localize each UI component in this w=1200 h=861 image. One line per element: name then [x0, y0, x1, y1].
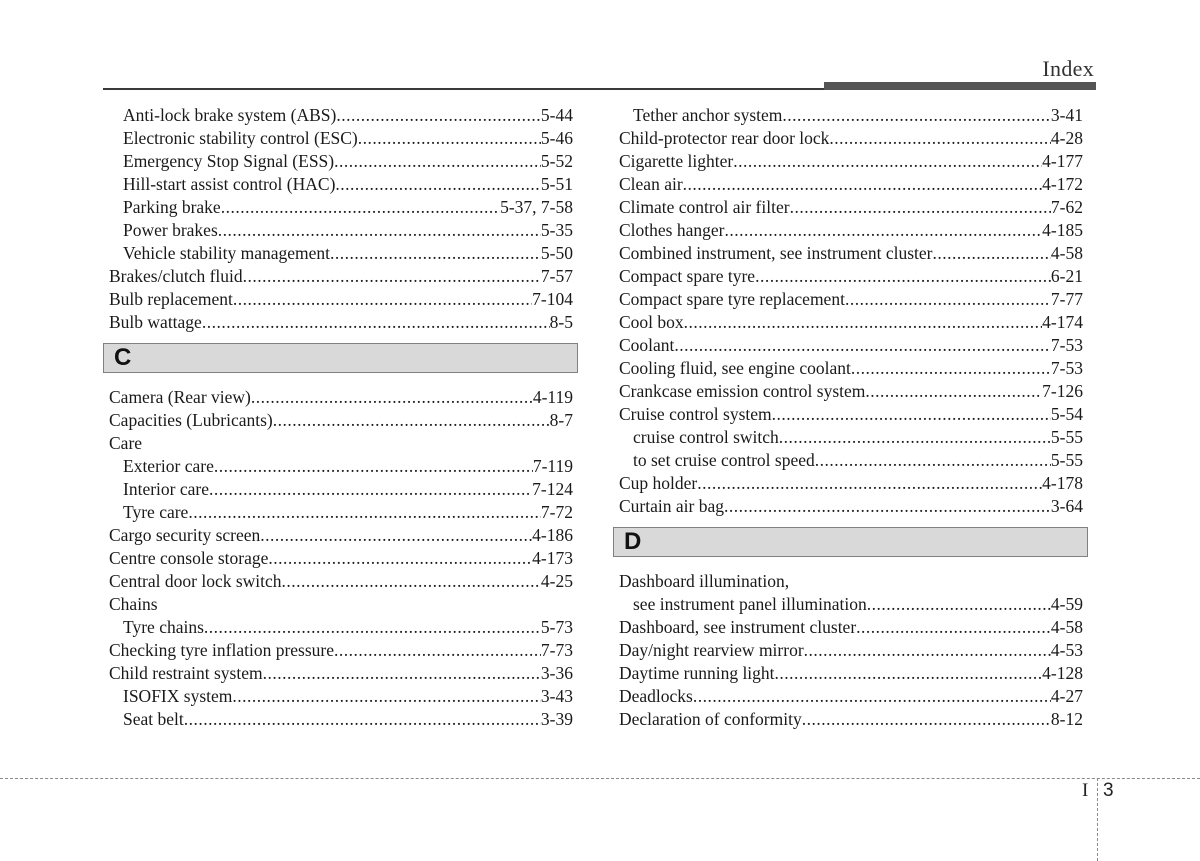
entry-page-ref: 5-55	[1050, 450, 1083, 470]
entry-label: Power brakes	[123, 220, 218, 240]
entry-label: Hill-start assist control (HAC)	[123, 174, 336, 194]
index-entry	[109, 409, 573, 432]
entry-label: Brakes/clutch fluid	[109, 266, 243, 286]
index-entry	[619, 334, 1083, 357]
dot-leader	[815, 449, 1051, 472]
index-entry	[109, 173, 573, 196]
entry-page-ref: 7-73	[540, 640, 573, 660]
entry-page-ref: 5-50	[540, 243, 573, 263]
index-heading	[109, 432, 573, 455]
entry-page-ref: 5-44	[540, 105, 573, 125]
index-entry	[619, 288, 1083, 311]
index-entry	[619, 685, 1083, 708]
dot-leader	[218, 219, 541, 242]
entry-label: Dashboard, see instrument cluster	[619, 617, 857, 637]
index-entry	[619, 426, 1083, 449]
dot-leader	[851, 357, 1051, 380]
entry-label: Clean air	[619, 174, 683, 194]
section-header-d: D	[613, 527, 1088, 557]
index-entry	[619, 403, 1083, 426]
index-entry	[109, 242, 573, 265]
index-entry	[619, 150, 1083, 173]
entry-page-ref: 4-58	[1050, 243, 1083, 263]
entry-label: see instrument panel illumination	[633, 594, 867, 614]
index-entry	[619, 127, 1083, 150]
dot-leader	[263, 662, 541, 685]
dot-leader	[772, 403, 1051, 426]
entry-page-ref: 4-178	[1042, 473, 1083, 493]
index-entry	[109, 639, 573, 662]
index-entry	[109, 547, 573, 570]
entry-page-ref: 4-177	[1042, 151, 1083, 171]
entry-page-ref: 7-126	[1042, 381, 1083, 401]
dot-leader	[214, 455, 533, 478]
index-entry	[109, 127, 573, 150]
index-heading	[619, 570, 1083, 593]
entry-page-ref: 4-27	[1050, 686, 1083, 706]
entry-label: Dashboard illumination,	[619, 571, 790, 591]
dot-leader	[829, 127, 1051, 150]
entry-page-ref: 5-37, 7-58	[500, 197, 573, 217]
dot-leader	[684, 311, 1043, 334]
entry-page-ref: 7-77	[1050, 289, 1083, 309]
index-entry	[109, 150, 573, 173]
index-entry	[619, 449, 1083, 472]
entry-label: Compact spare tyre	[619, 266, 756, 286]
dot-leader	[755, 265, 1051, 288]
index-column-left	[109, 104, 573, 731]
entry-page-ref: 7-57	[540, 266, 573, 286]
index-entry	[109, 265, 573, 288]
entry-page-ref: 4-186	[532, 525, 573, 545]
dot-leader	[334, 150, 541, 173]
footer-divider	[0, 778, 1200, 779]
dot-leader	[273, 409, 550, 432]
dot-leader	[802, 708, 1051, 731]
dot-leader	[336, 104, 541, 127]
entry-page-ref: 4-28	[1050, 128, 1083, 148]
index-entry	[619, 242, 1083, 265]
entry-label: Anti-lock brake system (ABS)	[123, 105, 337, 125]
dot-leader	[933, 242, 1051, 265]
dot-leader	[683, 173, 1043, 196]
index-entry	[109, 524, 573, 547]
dot-leader	[697, 472, 1042, 495]
entry-label: Tether anchor system	[633, 105, 783, 125]
dot-leader	[330, 242, 541, 265]
dot-leader	[334, 639, 541, 662]
index-entry	[619, 104, 1083, 127]
index-entry	[109, 311, 573, 334]
entry-label: Climate control air filter	[619, 197, 790, 217]
entry-page-ref: 8-12	[1050, 709, 1083, 729]
dot-leader	[260, 524, 532, 547]
entry-label: Declaration of conformity	[619, 709, 802, 729]
entry-page-ref: 3-39	[540, 709, 573, 729]
footer-divider-vertical	[1097, 778, 1098, 861]
index-entry	[619, 196, 1083, 219]
entry-page-ref: 4-128	[1042, 663, 1083, 683]
entry-page-ref: 7-72	[540, 502, 573, 522]
entry-label: Cruise control system	[619, 404, 772, 424]
index-entry	[619, 265, 1083, 288]
index-entry	[109, 501, 573, 524]
entry-label: Cool box	[619, 312, 684, 332]
entry-page-ref: 3-64	[1050, 496, 1083, 516]
dot-leader	[268, 547, 532, 570]
entry-label: Care	[109, 433, 143, 453]
index-entry	[619, 495, 1083, 518]
index-entry	[109, 570, 573, 593]
entry-label: Day/night rearview mirror	[619, 640, 804, 660]
entry-label: Capacities (Lubricants)	[109, 410, 273, 430]
index-entry	[619, 380, 1083, 403]
entry-page-ref: 6-21	[1050, 266, 1083, 286]
dot-leader	[184, 708, 541, 731]
entry-page-ref: 7-104	[532, 289, 573, 309]
index-entry	[109, 196, 573, 219]
entry-label: Central door lock switch	[109, 571, 282, 591]
dot-leader	[865, 380, 1042, 403]
dot-leader	[790, 196, 1051, 219]
entry-label: Checking tyre inflation pressure	[109, 640, 335, 660]
dot-leader	[209, 478, 532, 501]
entry-page-ref: 4-172	[1042, 174, 1083, 194]
index-entry	[109, 662, 573, 685]
dot-leader	[232, 685, 541, 708]
index-entry	[109, 708, 573, 731]
entry-page-ref: 4-25	[540, 571, 573, 591]
index-entry	[619, 708, 1083, 731]
index-entry	[619, 311, 1083, 334]
entry-page-ref: 7-119	[532, 456, 573, 476]
entry-page-ref: 7-53	[1050, 335, 1083, 355]
index-entry	[619, 593, 1083, 616]
entry-page-ref: 4-185	[1042, 220, 1083, 240]
entry-page-ref: 4-53	[1050, 640, 1083, 660]
index-heading	[109, 593, 573, 616]
index-entry	[619, 662, 1083, 685]
index-entry	[619, 173, 1083, 196]
dot-leader	[724, 495, 1051, 518]
entry-label: cruise control switch	[633, 427, 779, 447]
entry-label: Parking brake	[123, 197, 221, 217]
index-entry	[109, 219, 573, 242]
entry-label: Bulb replacement	[109, 289, 233, 309]
dot-leader	[867, 593, 1051, 616]
index-entry	[109, 104, 573, 127]
entry-label: ISOFIX system	[123, 686, 233, 706]
index-entry	[109, 288, 573, 311]
index-entry	[619, 219, 1083, 242]
entry-label: Bulb wattage	[109, 312, 202, 332]
index-entry	[109, 616, 573, 639]
entry-page-ref: 3-43	[540, 686, 573, 706]
dot-leader	[251, 386, 533, 409]
dot-leader	[282, 570, 541, 593]
entry-page-ref: 5-46	[540, 128, 573, 148]
entry-label: Electronic stability control (ESC)	[123, 128, 358, 148]
entry-label: Cup holder	[619, 473, 698, 493]
entry-label: Child-protector rear door lock	[619, 128, 830, 148]
index-entry	[619, 472, 1083, 495]
dot-leader	[358, 127, 541, 150]
dot-leader	[856, 616, 1051, 639]
page-title: Index	[1042, 56, 1094, 81]
entry-label: Centre console storage	[109, 548, 269, 568]
index-entry	[109, 685, 573, 708]
entry-label: Cigarette lighter	[619, 151, 734, 171]
entry-page-ref: 7-53	[1050, 358, 1083, 378]
entry-label: Curtain air bag	[619, 496, 724, 516]
dot-leader	[779, 426, 1051, 449]
entry-label: Daytime running light	[619, 663, 775, 683]
entry-page-ref: 4-59	[1050, 594, 1083, 614]
entry-label: to set cruise control speed	[633, 450, 815, 470]
entry-page-ref: 4-58	[1050, 617, 1083, 637]
dot-leader	[782, 104, 1051, 127]
index-entry	[619, 639, 1083, 662]
entry-label: Tyre care	[123, 502, 189, 522]
dot-leader	[693, 685, 1051, 708]
entry-label: Tyre chains	[123, 617, 204, 637]
entry-label: Chains	[109, 594, 158, 614]
entry-label: Emergency Stop Signal (ESS)	[123, 151, 335, 171]
dot-leader	[202, 311, 550, 334]
section-header-c: C	[103, 343, 578, 373]
dot-leader	[233, 288, 532, 311]
entry-page-ref: 8-7	[549, 410, 573, 430]
entry-page-ref: 5-51	[540, 174, 573, 194]
entry-label: Crankcase emission control system	[619, 381, 866, 401]
dot-leader	[724, 219, 1042, 242]
entry-page-ref: 7-124	[532, 479, 573, 499]
entry-page-ref: 5-73	[540, 617, 573, 637]
entry-label: Interior care	[123, 479, 209, 499]
dot-leader	[243, 265, 541, 288]
dot-leader	[204, 616, 541, 639]
entry-page-ref: 4-119	[532, 387, 573, 407]
entry-page-ref: 5-55	[1050, 427, 1083, 447]
entry-page-ref: 4-173	[532, 548, 573, 568]
entry-label: Coolant	[619, 335, 675, 355]
entry-label: Compact spare tyre replacement	[619, 289, 845, 309]
index-entry	[109, 455, 573, 478]
dot-leader	[221, 196, 500, 219]
entry-label: Camera (Rear view)	[109, 387, 251, 407]
dot-leader	[804, 639, 1051, 662]
entry-page-ref: 3-36	[540, 663, 573, 683]
entry-label: Seat belt	[123, 709, 184, 729]
entry-label: Combined instrument, see instrument cluster	[619, 243, 933, 263]
dot-leader	[845, 288, 1051, 311]
dot-leader	[188, 501, 541, 524]
dot-leader	[335, 173, 541, 196]
entry-page-ref: 5-52	[540, 151, 573, 171]
entry-label: Exterior care	[123, 456, 214, 476]
entry-label: Vehicle stability management	[123, 243, 331, 263]
header-accent-bar	[824, 82, 1096, 90]
index-entry	[109, 386, 573, 409]
entry-page-ref: 7-62	[1050, 197, 1083, 217]
entry-label: Deadlocks	[619, 686, 693, 706]
page-number: 3	[1103, 780, 1114, 801]
entry-page-ref: 8-5	[549, 312, 573, 332]
entry-label: Cargo security screen	[109, 525, 261, 545]
dot-leader	[674, 334, 1051, 357]
entry-label: Clothes hanger	[619, 220, 725, 240]
index-entry	[109, 478, 573, 501]
entry-page-ref: 4-174	[1042, 312, 1083, 332]
index-entry	[619, 616, 1083, 639]
dot-leader	[733, 150, 1042, 173]
entry-label: Child restraint system	[109, 663, 263, 683]
dot-leader	[775, 662, 1043, 685]
entry-page-ref: 5-35	[540, 220, 573, 240]
index-entry	[619, 357, 1083, 380]
entry-page-ref: 3-41	[1050, 105, 1083, 125]
entry-page-ref: 5-54	[1050, 404, 1083, 424]
entry-label: Cooling fluid, see engine coolant	[619, 358, 851, 378]
index-column-right	[619, 104, 1083, 731]
footer-section-label: I	[1082, 780, 1089, 801]
